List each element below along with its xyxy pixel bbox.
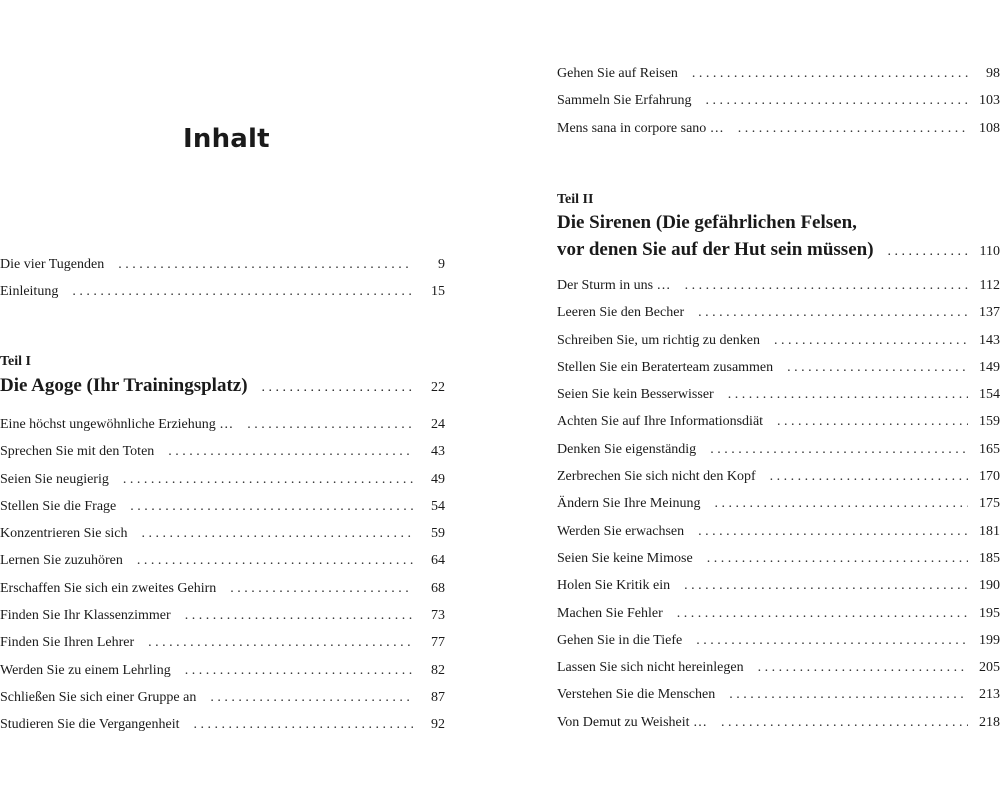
dot-leader — [707, 545, 968, 572]
dot-leader — [692, 60, 968, 87]
toc-entry-page: 73 — [431, 608, 445, 624]
dot-leader — [185, 657, 413, 684]
toc-entry-page: 77 — [431, 635, 445, 651]
toc-entry-page: 15 — [431, 284, 445, 300]
toc-entry-label: Ändern Sie Ihre Meinung — [557, 496, 701, 512]
dot-leader — [72, 278, 413, 305]
dot-leader — [698, 518, 968, 545]
toc-entry[interactable] — [557, 545, 1000, 572]
dot-leader — [888, 238, 968, 266]
toc-entry[interactable] — [557, 87, 1000, 114]
toc-entry-page: 175 — [979, 496, 1000, 512]
toc-entry[interactable] — [0, 251, 445, 278]
toc-entry-page: 165 — [979, 441, 1000, 457]
toc-entry-page: 218 — [979, 714, 1000, 730]
toc-entry-page: 112 — [979, 278, 1000, 293]
toc-entry[interactable] — [557, 627, 1000, 654]
part-page: 110 — [979, 244, 1000, 259]
dot-leader — [698, 299, 968, 326]
toc-entry[interactable] — [557, 463, 1000, 490]
toc-entry-label: Verstehen Sie die Menschen — [557, 687, 716, 703]
toc-entry[interactable] — [0, 278, 445, 305]
toc-entry[interactable] — [557, 327, 1000, 354]
dot-leader — [262, 374, 413, 402]
dot-leader — [728, 381, 968, 408]
part-number: Teil I — [0, 354, 31, 369]
toc-entry-page: 137 — [979, 305, 1000, 321]
toc-entry[interactable] — [557, 354, 1000, 381]
toc-entry-page: 149 — [979, 359, 1000, 375]
toc-entry-page: 199 — [979, 632, 1000, 648]
dot-leader — [721, 709, 968, 736]
part-title: Die Agoge (Ihr Trainingsplatz) — [0, 375, 248, 396]
continued-entry-list — [557, 60, 1000, 142]
toc-entry[interactable] — [557, 381, 1000, 408]
dot-leader — [137, 547, 413, 574]
toc-entry-label: Seien Sie neugierig — [0, 471, 109, 487]
toc-entry-label: Mens sana in corpore sano … — [557, 120, 724, 136]
toc-entry-page: 24 — [431, 417, 445, 432]
toc-entry[interactable] — [0, 466, 445, 493]
dot-leader — [148, 629, 413, 656]
toc-entry-page: 54 — [431, 498, 445, 514]
toc-entry-page: 143 — [979, 332, 1000, 348]
toc-entry-label: Sammeln Sie Erfahrung — [557, 93, 692, 109]
toc-entry[interactable] — [557, 436, 1000, 463]
toc-entry-label: Eine höchst ungewöhnliche Erziehung … — [0, 417, 234, 432]
dot-leader — [777, 408, 968, 435]
toc-entry-label: Seien Sie kein Besserwisser — [557, 387, 714, 403]
toc-entry-page: 68 — [431, 580, 445, 596]
dot-leader — [247, 411, 413, 438]
toc-entry[interactable] — [557, 572, 1000, 599]
toc-entry-label: Leeren Sie den Becher — [557, 305, 685, 321]
toc-entry-label: Sprechen Sie mit den Toten — [0, 444, 155, 460]
left-page — [0, 0, 445, 800]
toc-entry[interactable] — [0, 520, 445, 547]
toc-entry[interactable] — [557, 490, 1000, 517]
toc-entry-label: Konzentrieren Sie sich — [0, 526, 128, 542]
toc-entry[interactable] — [0, 411, 445, 438]
toc-entry-page: 185 — [979, 550, 1000, 566]
toc-entry-page: 49 — [431, 471, 445, 487]
toc-entry-page: 190 — [979, 578, 1000, 594]
toc-entry-label: Finden Sie Ihr Klassenzimmer — [0, 608, 171, 624]
toc-entry[interactable] — [0, 629, 445, 656]
dot-leader — [684, 572, 968, 599]
toc-entry-label: Stellen Sie ein Beraterteam zusammen — [557, 359, 774, 375]
toc-entry-page: 181 — [979, 523, 1000, 539]
dot-leader — [677, 600, 968, 627]
toc-entry[interactable] — [557, 518, 1000, 545]
toc-entry-label: Holen Sie Kritik ein — [557, 578, 671, 594]
part-page: 22 — [431, 380, 445, 395]
toc-entry[interactable] — [557, 115, 1000, 142]
dot-leader — [706, 87, 968, 114]
intro-entry-list — [0, 251, 445, 306]
dot-leader — [729, 681, 968, 708]
toc-title: Inhalt — [183, 124, 270, 154]
toc-entry-page: 108 — [979, 120, 1000, 136]
toc-entry[interactable] — [557, 60, 1000, 87]
toc-entry[interactable] — [557, 408, 1000, 435]
part-title-line-2: vor denen Sie auf der Hut sein müssen) — [557, 239, 874, 260]
toc-entry-page: 43 — [431, 444, 445, 460]
dot-leader — [142, 520, 413, 547]
toc-entry-label: Gehen Sie in die Tiefe — [557, 632, 683, 648]
dot-leader — [685, 272, 968, 299]
toc-entry-page: 92 — [431, 717, 445, 733]
toc-entry-label: Achten Sie auf Ihre Informationsdiät — [557, 414, 764, 430]
dot-leader — [738, 115, 968, 142]
toc-entry-page: 213 — [979, 687, 1000, 703]
toc-entry-label: Studieren Sie die Vergangenheit — [0, 717, 180, 733]
toc-entry-page: 9 — [438, 257, 445, 272]
toc-entry[interactable] — [0, 575, 445, 602]
dot-leader — [787, 354, 968, 381]
toc-entry-label: Gehen Sie auf Reisen — [557, 66, 678, 81]
toc-entry-page: 154 — [979, 387, 1000, 403]
part-1-entry-list — [0, 411, 445, 739]
toc-entry-label: Erschaffen Sie sich ein zweites Gehirn — [0, 580, 217, 596]
toc-entry-page: 170 — [979, 469, 1000, 485]
dot-leader — [774, 327, 968, 354]
right-page — [557, 0, 1000, 800]
toc-entry-page: 59 — [431, 526, 445, 542]
toc-entry-label: Die vier Tugenden — [0, 257, 105, 272]
toc-entry-label: Machen Sie Fehler — [557, 605, 663, 621]
part-1-heading[interactable] — [0, 352, 445, 400]
toc-entry-label: Schreiben Sie, um richtig zu denken — [557, 332, 760, 348]
toc-entry[interactable] — [557, 654, 1000, 681]
toc-entry-label: Der Sturm in uns … — [557, 278, 671, 293]
toc-entry-label: Von Demut zu Weisheit … — [557, 714, 708, 730]
toc-entry-label: Stellen Sie die Frage — [0, 498, 117, 514]
dot-leader — [210, 684, 413, 711]
toc-entry-label: Lassen Sie sich nicht hereinlegen — [557, 660, 744, 676]
toc-entry-page: 195 — [979, 605, 1000, 621]
toc-entry[interactable] — [0, 711, 445, 738]
part-2-heading[interactable] — [557, 190, 1000, 264]
part-title-line-1: Die Sirenen (Die gefährlichen Felsen, — [557, 212, 857, 233]
part-number: Teil II — [557, 192, 594, 207]
dot-leader — [130, 493, 413, 520]
toc-entry-page: 87 — [431, 689, 445, 705]
toc-entry-label: Schließen Sie sich einer Gruppe an — [0, 689, 197, 705]
toc-entry[interactable] — [0, 438, 445, 465]
dot-leader — [230, 575, 413, 602]
toc-entry-page: 103 — [979, 93, 1000, 109]
dot-leader — [696, 627, 968, 654]
toc-entry[interactable] — [557, 299, 1000, 326]
toc-entry[interactable] — [0, 684, 445, 711]
toc-entry-page: 64 — [431, 553, 445, 569]
dot-leader — [168, 438, 413, 465]
toc-entry[interactable] — [0, 493, 445, 520]
dot-leader — [710, 436, 968, 463]
toc-entry-label: Werden Sie zu einem Lehrling — [0, 662, 171, 678]
toc-entry-label: Einleitung — [0, 284, 59, 300]
dot-leader — [123, 466, 413, 493]
toc-entry[interactable] — [0, 657, 445, 684]
toc-entry[interactable] — [557, 272, 1000, 299]
toc-entry-label: Werden Sie erwachsen — [557, 523, 685, 539]
toc-entry-page: 159 — [979, 414, 1000, 430]
toc-entry-page: 82 — [431, 662, 445, 678]
toc-entry-label: Denken Sie eigenständig — [557, 441, 697, 457]
toc-entry-page: 205 — [979, 660, 1000, 676]
toc-entry[interactable] — [0, 547, 445, 574]
dot-leader — [758, 654, 968, 681]
toc-entry[interactable] — [557, 600, 1000, 627]
dot-leader — [194, 711, 414, 738]
toc-entry[interactable] — [557, 681, 1000, 708]
toc-entry-label: Seien Sie keine Mimose — [557, 550, 693, 566]
dot-leader — [714, 490, 968, 517]
toc-entry[interactable] — [557, 709, 1000, 736]
part-2-entry-list — [557, 272, 1000, 736]
toc-entry-label: Zerbrechen Sie sich nicht den Kopf — [557, 469, 756, 485]
toc-entry[interactable] — [0, 602, 445, 629]
toc-entry-label: Finden Sie Ihren Lehrer — [0, 635, 135, 651]
toc-entry-page: 98 — [986, 66, 1000, 81]
dot-leader — [770, 463, 968, 490]
toc-entry-label: Lernen Sie zuzuhören — [0, 553, 123, 569]
dot-leader — [118, 251, 413, 278]
dot-leader — [185, 602, 413, 629]
